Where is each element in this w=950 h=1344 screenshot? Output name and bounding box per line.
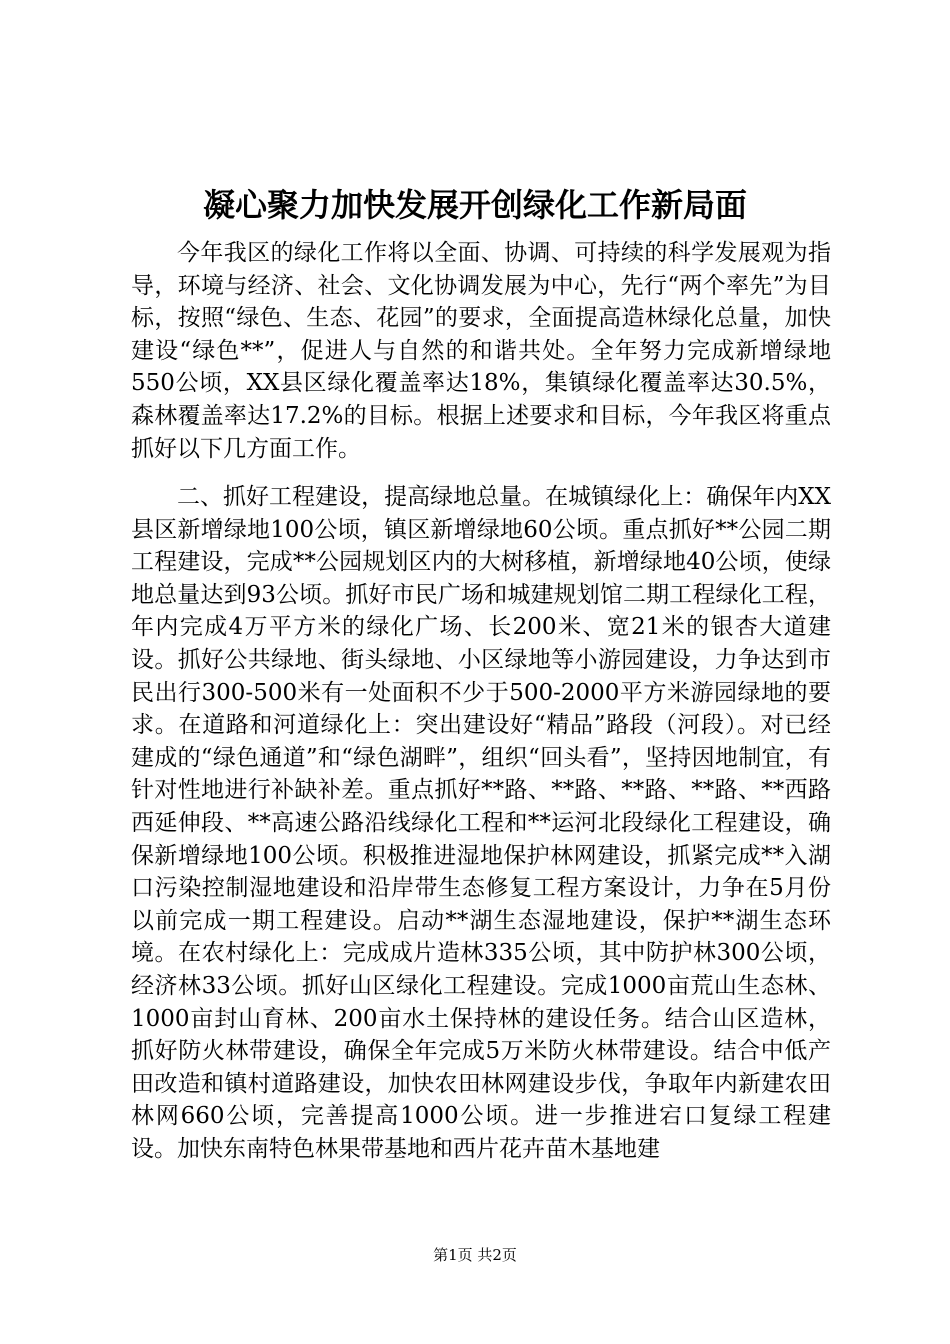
paragraph-engineering: 二、抓好工程建设，提高绿地总量。在城镇绿化上：确保年内XX县区新增绿地100公顷，镇区新增绿地60公顷。重点抓好**公园二期工程建设，完成**公园规划区内的大树移植，新增绿地40公顷，使绿地总量达到93公顷。抓好市民广场和城建规划馆二期工程绿化工程，年内完成4万平方米的绿化广场、长200米、宽21米的银杏大道建设。抓好公共绿地、街头绿地、小区绿地等小游园建设，力争达到市民出行300-500米有一处面积不少于500-2000平方米游园绿地的要求。在道路和河道绿化上：突出建设好“精品”路段（河段）。对已经建成的“绿色通道”和“绿色湖畔”，组织“回头看”，坚持因地制宜，有针对性地进行补缺补差。重点抓好**路、**路、**路、**路、**西路西延伸段、**高速公路沿线绿化工程和**运河北段绿化工程建设，确保新增绿地100公顷。积极推进湿地保护林网建设，抓紧完成**入湖口污染控制湿地建设和沿岸带生态修复工程方案设计，力争在5月份以前完成一期工程建设。启动**湖生态湿地建设，保护**湖生态环境。在农村绿化上：完成成片造林335公顷，其中防护林300公顷，经济林33公顷。抓好山区绿化工程建设。完成1000亩荒山生态林、1000亩封山育林、200亩水土保持林的建设任务。结合山区造林，抓好防火林带建设，确保全年完成5万米防火林带建设。结合中低产田改造和镇村道路建设，加快农田林网建设步伐，争取年内新建农田林网660公顷，完善提高1000公顷。进一步推进宕口复绿工程建设。加快东南特色林果带基地和西片花卉苗木基地建 <box>131 484 831 1162</box>
page-number-footer: 第1页 共2页 <box>433 1246 517 1264</box>
document-title: 凝心聚力加快发展开创绿化工作新局面 <box>202 186 747 224</box>
paragraph-intro: 今年我区的绿化工作将以全面、协调、可持续的科学发展观为指导，环境与经济、社会、文化协调发展为中心，先行“两个率先”为目标，按照“绿色、生态、花园”的要求，全面提高造林绿化总量，加快建设“绿色**”，促进人与自然的和谐共处。全年努力完成新增绿地550公顷，XX县区绿化覆盖率达18%，集镇绿化覆盖率达30.5%，森林覆盖率达17.2%的目标。根据上述要求和目标，今年我区将重点抓好以下几方面工作。 <box>131 240 831 462</box>
